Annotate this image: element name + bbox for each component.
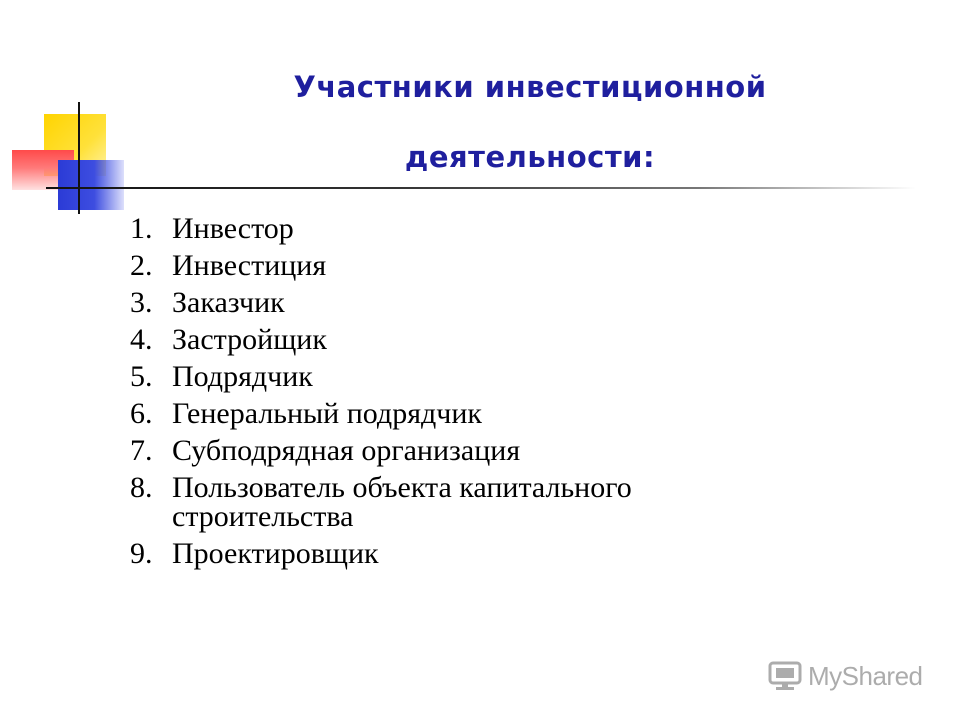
blue-square: [58, 160, 124, 210]
vertical-rule: [78, 102, 80, 214]
list-text: Субподрядная организация: [172, 434, 521, 467]
myshared-watermark: [768, 656, 938, 696]
list-item: [130, 214, 810, 243]
corner-decoration: [0, 0, 140, 230]
list-number: 9.: [130, 537, 153, 570]
list-number: 3.: [130, 286, 153, 319]
title-line-1: Участники инвестиционной: [293, 70, 767, 104]
list-item: [130, 288, 810, 317]
list-number: 4.: [130, 323, 153, 356]
list-item: [130, 325, 810, 354]
list-number: 2.: [130, 249, 153, 282]
list-item: [130, 436, 810, 465]
list-text: Инвестор: [172, 212, 294, 245]
list-text: Застройщик: [172, 323, 327, 356]
list-number: 7.: [130, 434, 153, 467]
list-text: Подрядчик: [172, 360, 313, 393]
list-text: Инвестиция: [172, 249, 327, 282]
list-text: Заказчик: [172, 286, 285, 319]
watermark-text: MyShared: [808, 660, 923, 691]
list-text: Проектировщик: [172, 537, 379, 570]
list-item: [130, 399, 810, 428]
list-item: [130, 473, 810, 531]
title-line-2: деятельности:: [404, 140, 656, 174]
monitor-icon: [768, 660, 802, 692]
list-number: 1.: [130, 212, 153, 245]
slide-title: [180, 52, 880, 192]
list-text: Генеральный подрядчик: [172, 397, 482, 430]
list-item: [130, 539, 810, 568]
list-number: 8.: [130, 471, 153, 504]
list-text: Пользователь объекта капитального строительства: [172, 471, 632, 533]
list-item: [130, 251, 810, 280]
list-item: [130, 362, 810, 391]
participants-list: [130, 214, 810, 576]
list-number: 6.: [130, 397, 153, 430]
list-number: 5.: [130, 360, 153, 393]
